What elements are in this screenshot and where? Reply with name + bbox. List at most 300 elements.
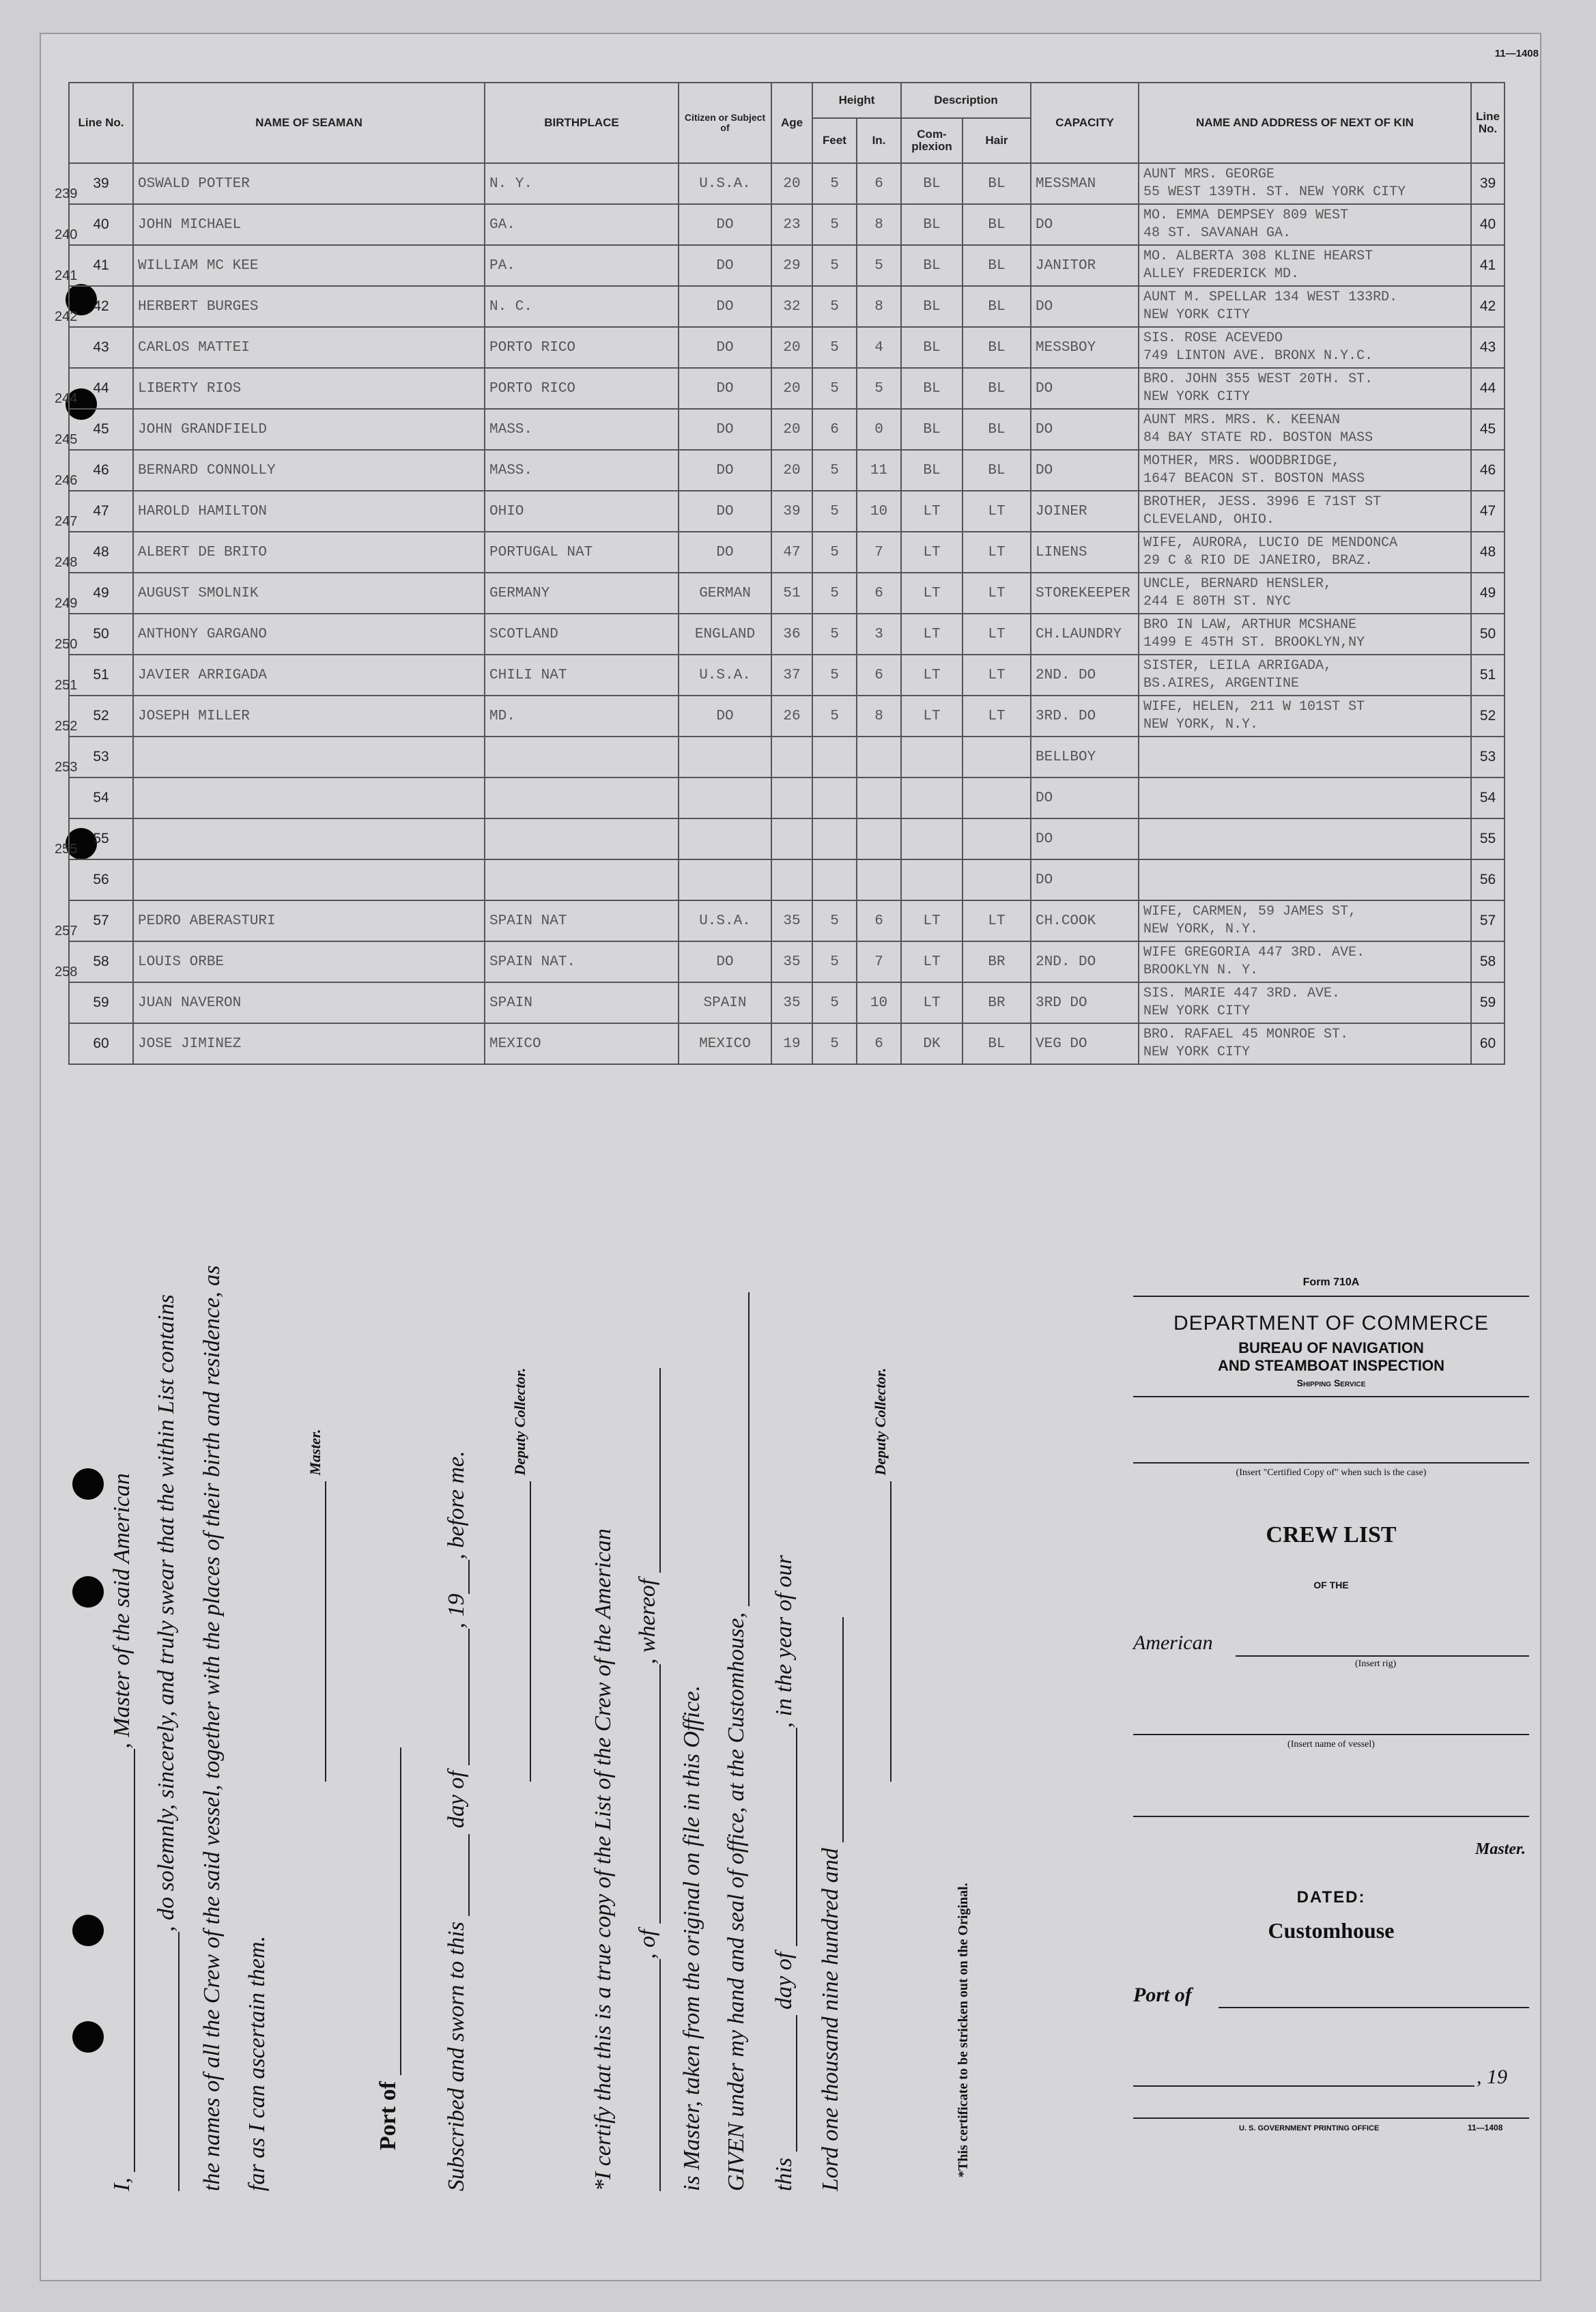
seaman-name-cell [133,818,485,859]
table-row [69,777,1505,818]
next-of-kin-line: WIFE, CARMEN, 59 JAMES ST, [1143,904,1357,919]
birthplace-cell: PORTO RICO [485,368,679,409]
height-feet-cell: 5 [812,491,857,532]
master-signature-blank[interactable] [325,1481,326,1782]
line-no-right-cell: 57 [1471,900,1505,941]
seaman-name-cell: HAROLD HAMILTON [133,491,485,532]
citizen-cell [679,737,771,777]
seaman-name-cell: OSWALD POTTER [133,163,485,204]
height-feet-cell: 5 [812,327,857,368]
line-number: 50 [93,626,109,642]
height-header: Height [812,83,901,118]
complexion-cell: BL [901,450,963,491]
age-cell: 37 [771,655,812,696]
age-cell: 20 [771,327,812,368]
height-inches-cell: 0 [857,409,901,450]
line-no-right-cell: 54 [1471,777,1505,818]
birthplace-cell: N. C. [485,286,679,327]
hair-cell [963,859,1031,900]
height-feet-cell: 5 [812,941,857,982]
line-number: 51 [93,667,109,683]
capacity-cell: CH.COOK [1031,900,1139,941]
cert-port-blank[interactable] [659,1664,661,1924]
of-the: OF THE [1313,1580,1349,1590]
age-cell: 35 [771,982,812,1023]
oath-master-of: , Master of the said American [109,1473,134,1749]
subscribed-d: , before me. [444,1451,469,1560]
capacity-cell: 2ND. DO [1031,941,1139,982]
binder-hole [72,2021,104,2053]
table-row [69,327,1505,368]
this-day-blank[interactable] [796,2015,797,2152]
line-number: 58 [93,954,109,969]
next-of-kin-cell [1139,532,1471,573]
height-inches-cell: 8 [857,286,901,327]
table-row [69,900,1505,941]
line-no-right-cell: 46 [1471,450,1505,491]
seaman-name-cell [133,737,485,777]
height-feet-cell: 5 [812,900,857,941]
next-of-kin-cell [1139,696,1471,737]
next-of-kin-line: MO. ALBERTA 308 KLINE HEARST [1143,248,1373,264]
line-no-cell [55,818,133,859]
next-of-kin-line: CLEVELAND, OHIO. [1143,512,1275,528]
height-inches-cell: 8 [857,204,901,245]
capacity-cell: DO [1031,818,1139,859]
next-of-kin-line: NEW YORK CITY [1143,1003,1251,1019]
table-row [69,696,1505,737]
hair-cell: BL [963,245,1031,286]
line-number: 52 [93,708,109,724]
height-inches-cell: 5 [857,368,901,409]
handwritten-sequence-number: 245 [55,432,78,447]
birthplace-cell: PORTO RICO [485,327,679,368]
seaman-name-cell: LIBERTY RIOS [133,368,485,409]
citizen-header: Citizen or Subject of [679,83,771,163]
birthplace-cell: MASS. [485,450,679,491]
birthplace-cell [485,859,679,900]
line-number: 48 [93,544,109,560]
handwritten-sequence-number: 250 [55,637,78,652]
hair-cell: BL [963,409,1031,450]
cert-vessel-blank[interactable] [659,1959,661,2191]
hair-cell: BL [963,163,1031,204]
deputy-collector-label-2: Deputy Collector. [872,1367,889,1476]
master-name-blank[interactable] [1133,1816,1529,1817]
height-inches-cell: 7 [857,941,901,982]
next-of-kin-line: 749 LINTON AVE. BRONX N.Y.C. [1143,348,1373,364]
lord-year-blank[interactable] [842,1617,844,1842]
citizen-cell: MEXICO [679,1023,771,1064]
line-no-right-cell: 48 [1471,532,1505,573]
capacity-cell: BELLBOY [1031,737,1139,777]
sub-year-blank[interactable] [468,1560,470,1594]
height-feet-cell: 5 [812,655,857,696]
port-blank[interactable] [400,1747,401,2075]
dated-label: DATED: [1296,1888,1366,1907]
height-feet-cell: 5 [812,286,857,327]
height-inches-cell: 6 [857,900,901,941]
line-no-right-cell: 59 [1471,982,1505,1023]
complexion-cell: LT [901,941,963,982]
deputy-signature-blank-1[interactable] [530,1481,531,1782]
line-no-cell [69,859,133,900]
crew-table [55,82,1505,1065]
binder-hole [72,1915,104,1946]
height-inches-cell: 6 [857,573,901,614]
next-of-kin-cell [1139,450,1471,491]
vessel-name-blank[interactable] [1133,1734,1529,1735]
table-row [69,532,1505,573]
sub-month-blank[interactable] [468,1629,470,1765]
height-feet-cell: 5 [812,204,857,245]
form-year-label: , 19 [1477,2066,1507,2088]
line-no-cell [69,777,133,818]
seaman-name-cell: CARLOS MATTEI [133,327,485,368]
line-number: 47 [93,503,109,519]
next-of-kin-line: 84 BAY STATE RD. BOSTON MASS [1143,430,1373,446]
complexion-cell: LT [901,614,963,655]
citizen-cell: DO [679,204,771,245]
seaman-name-cell: HERBERT BURGES [133,286,485,327]
hair-cell: LT [963,573,1031,614]
table-row [69,655,1505,696]
handwritten-sequence-number: 244 [55,391,78,406]
birthplace-cell: GERMANY [485,573,679,614]
form-port-blank[interactable] [1219,2007,1529,2008]
line-number: 46 [93,462,109,478]
complexion-cell: LT [901,900,963,941]
height-inches-cell: 8 [857,696,901,737]
form-master-label: Master. [1474,1840,1526,1858]
citizen-cell [679,777,771,818]
seaman-name-blank[interactable] [134,1749,135,2172]
next-of-kin-line: NEW YORK CITY [1143,1044,1251,1060]
age-cell: 20 [771,450,812,491]
citizen-cell: DO [679,327,771,368]
seaman-name-cell: ALBERT DE BRITO [133,532,485,573]
seaman-name-cell [133,777,485,818]
line-no-cell [55,737,133,777]
hair-cell [963,818,1031,859]
this-a: this [771,2157,797,2191]
next-of-kin-line: SIS. ROSE ACEVEDO [1143,330,1283,346]
this-month-blank[interactable] [796,1728,797,1946]
age-cell [771,859,812,900]
handwritten-sequence-number: 242 [55,309,78,324]
birthplace-header: BIRTHPLACE [485,83,679,163]
table-row [69,737,1505,777]
next-of-kin-line: NEW YORK, N.Y. [1143,717,1259,732]
seaman-name-cell: JOHN MICHAEL [133,204,485,245]
handwritten-sequence-number: 258 [55,965,78,980]
next-of-kin-line: 244 E 80TH ST. NYC [1143,594,1292,610]
seaman-name-cell: LOUIS ORBE [133,941,485,982]
capacity-header: CAPACITY [1031,83,1139,163]
capacity-cell: DO [1031,450,1139,491]
citizen-cell [679,818,771,859]
line-no-cell [69,327,133,368]
height-inches-cell [857,818,901,859]
line-number: 55 [93,831,109,846]
age-cell [771,737,812,777]
subscribed-c: , 19 [444,1593,469,1629]
next-of-kin-line: UNCLE, BERNARD HENSLER, [1143,576,1333,592]
citizen-cell: DO [679,941,771,982]
this-b: day of [771,1952,797,2010]
citizen-cell: GERMAN [679,573,771,614]
next-of-kin-line: ALLEY FREDERICK MD. [1143,266,1300,282]
next-of-kin-cell [1139,491,1471,532]
master-label: Master. [307,1429,324,1476]
birthplace-cell [485,777,679,818]
height-feet-cell: 5 [812,1023,857,1064]
next-of-kin-line: BRO. JOHN 355 WEST 20TH. ST. [1143,371,1373,387]
line-no-header: Line No. [69,83,133,163]
citizen-cell: DO [679,368,771,409]
capacity-cell: MESSBOY [1031,327,1139,368]
handwritten-sequence-number: 252 [55,719,78,734]
line-number: 39 [93,175,109,191]
certify-whereof: , whereof [635,1578,660,1665]
citizen-cell: DO [679,245,771,286]
handwritten-sequence-number: 240 [55,227,78,242]
citizen-cell: U.S.A. [679,163,771,204]
port-of-label: Port of [375,2081,401,2150]
line-number: 43 [93,339,109,355]
deputy-signature-blank-2[interactable] [890,1481,892,1782]
next-of-kin-cell [1139,900,1471,941]
hair-cell: BL [963,450,1031,491]
line-no-cell [55,204,133,245]
height-inches-cell: 7 [857,532,901,573]
handwritten-sequence-number: 257 [55,924,78,939]
capacity-cell: 2ND. DO [1031,655,1139,696]
hair-cell: LT [963,696,1031,737]
capacity-cell: MESSMAN [1031,163,1139,204]
handwritten-sequence-number: 248 [55,555,78,570]
line-no-right-cell: 45 [1471,409,1505,450]
name-header: NAME OF SEAMAN [133,83,485,163]
next-of-kin-cell [1139,818,1471,859]
table-row [69,450,1505,491]
age-cell: 20 [771,163,812,204]
seaman-name-cell: AUGUST SMOLNIK [133,573,485,614]
next-of-kin-line: BRO IN LAW, ARTHUR MCSHANE [1143,617,1357,633]
height-inches-cell: 3 [857,614,901,655]
line-no-right-cell: 47 [1471,491,1505,532]
citizen-cell: DO [679,696,771,737]
this-c: , in the year of our [771,1555,797,1728]
next-of-kin-cell [1139,327,1471,368]
seaman-name-cell [133,859,485,900]
table-row [69,982,1505,1023]
handwritten-sequence-number: 253 [55,760,78,775]
birthplace-cell: SPAIN NAT [485,900,679,941]
age-cell: 47 [771,532,812,573]
age-cell [771,777,812,818]
subscribed-b: day of [444,1771,469,1829]
line-no-cell [55,368,133,409]
line-number: 44 [93,380,109,396]
line-number: 60 [93,1036,109,1051]
handwritten-sequence-number: 249 [55,596,78,611]
next-of-kin-line: NEW YORK CITY [1143,307,1251,323]
next-of-kin-cell [1139,655,1471,696]
complexion-cell: DK [901,1023,963,1064]
table-row [69,1023,1505,1064]
birthplace-cell: GA. [485,204,679,245]
line-no-cell [55,614,133,655]
age-cell: 19 [771,1023,812,1064]
height-inches-cell: 11 [857,450,901,491]
line-no-cell [55,450,133,491]
age-cell: 29 [771,245,812,286]
height-feet-cell [812,818,857,859]
capacity-cell: DO [1031,859,1139,900]
seaman-name-cell: JAVIER ARRIGADA [133,655,485,696]
age-cell [771,818,812,859]
complexion-cell: LT [901,655,963,696]
next-of-kin-line: BRO. RAFAEL 45 MONROE ST. [1143,1027,1349,1042]
description-header: Description [901,83,1031,118]
capacity-cell: 3RD DO [1031,982,1139,1023]
line-no-cell [55,491,133,532]
seaman-name-cell: WILLIAM MC KEE [133,245,485,286]
birthplace-cell: CHILI NAT [485,655,679,696]
rig-blank[interactable] [1236,1655,1529,1657]
hair-header: Hair [963,118,1031,163]
age-cell: 35 [771,941,812,982]
height-feet-cell: 5 [812,163,857,204]
complexion-cell: LT [901,696,963,737]
certified-copy-blank[interactable] [1133,1462,1529,1464]
hair-cell: LT [963,614,1031,655]
complexion-header: Com-plexion [901,118,963,163]
citizen-cell [679,859,771,900]
shipping-service: Shipping Service [1296,1378,1366,1388]
line-number: 56 [93,872,109,887]
cert-master-blank[interactable] [659,1368,661,1573]
hair-cell: BL [963,368,1031,409]
next-of-kin-cell [1139,859,1471,900]
height-inches-cell [857,859,901,900]
seaman-name-cell: JOSE JIMINEZ [133,1023,485,1064]
line-no-right-cell: 39 [1471,163,1505,204]
line-no-cell [55,409,133,450]
table-row [69,163,1505,204]
table-row [69,245,1505,286]
line-no-right-cell: 53 [1471,737,1505,777]
hair-cell: LT [963,655,1031,696]
complexion-cell: BL [901,286,963,327]
citizen-cell: DO [679,286,771,327]
table-row [69,941,1505,982]
next-of-kin-cell [1139,286,1471,327]
birthplace-cell: PORTUGAL NAT [485,532,679,573]
handwritten-sequence-number: 246 [55,473,78,488]
next-of-kin-line: MOTHER, MRS. WOODBRIDGE, [1143,453,1341,469]
department: DEPARTMENT OF COMMERCE [1173,1312,1490,1335]
lord-line: Lord one thousand nine hundred and [818,1848,843,2191]
table-row [69,368,1505,409]
height-inches-cell: 4 [857,327,901,368]
height-inches-cell: 6 [857,163,901,204]
table-row [69,491,1505,532]
line-no-cell [69,1023,133,1064]
form-date-blank[interactable] [1133,2085,1474,2087]
complexion-cell [901,859,963,900]
next-of-kin-cell [1139,737,1471,777]
complexion-cell [901,777,963,818]
line-no-right-cell: 44 [1471,368,1505,409]
birthplace-cell: MEXICO [485,1023,679,1064]
capacity-cell: DO [1031,777,1139,818]
citizen-cell: DO [679,409,771,450]
customhouse-blank[interactable] [748,1292,750,1606]
complexion-cell: BL [901,327,963,368]
complexion-cell: LT [901,491,963,532]
height-inches-cell [857,737,901,777]
sub-day-blank[interactable] [468,1834,470,1916]
age-cell: 20 [771,368,812,409]
line-no-cell [55,532,133,573]
next-of-kin-cell [1139,368,1471,409]
next-of-kin-line: 1647 BEACON ST. BOSTON MASS [1143,471,1365,487]
height-feet-cell [812,859,857,900]
next-of-kin-line: 29 C & RIO DE JANEIRO, BRAZ. [1143,553,1373,569]
table-row [69,286,1505,327]
page-code: 11—1408 [1494,48,1539,59]
line-no-cell [55,286,133,327]
form-number: Form 710A [1302,1276,1360,1288]
next-of-kin-line: NEW YORK, N.Y. [1143,922,1259,937]
line-no-cell [55,941,133,982]
capacity-cell: DO [1031,286,1139,327]
deputy-collector-label-1: Deputy Collector. [511,1367,528,1476]
next-of-kin-cell [1139,941,1471,982]
line-no-right-cell: 41 [1471,245,1505,286]
subscribed-a: Subscribed and sworn to this [444,1922,469,2191]
next-of-kin-cell [1139,245,1471,286]
line-no-right-cell: 50 [1471,614,1505,655]
certify-line-1: *I certify that this is a true copy of the List of the Crew of the American [590,1528,616,2191]
complexion-cell: BL [901,409,963,450]
inches-header: In. [857,118,901,163]
height-feet-cell: 5 [812,614,857,655]
line-number: 57 [93,913,109,928]
footnote: *This certificate to be stricken out on the Original. [956,1883,971,2178]
capacity-cell: LINENS [1031,532,1139,573]
certify-of: , of [635,1929,660,1959]
next-of-kin-line: 55 WEST 139TH. ST. NEW YORK CITY [1143,184,1406,200]
height-inches-cell: 5 [857,245,901,286]
age-cell: 23 [771,204,812,245]
seaman-name-cell: JUAN NAVERON [133,982,485,1023]
next-of-kin-line: WIFE, HELEN, 211 W 101ST ST [1143,699,1365,715]
hair-cell: LT [963,532,1031,573]
height-feet-cell: 5 [812,982,857,1023]
height-inches-cell [857,777,901,818]
table-row [69,614,1505,655]
line-no-cell [55,900,133,941]
next-of-kin-cell [1139,204,1471,245]
next-of-kin-line: WIFE GREGORIA 447 3RD. AVE. [1143,945,1365,960]
birthplace-cell: MD. [485,696,679,737]
oath-blank[interactable] [178,1932,180,2191]
seaman-name-cell: JOSEPH MILLER [133,696,485,737]
citizen-cell: U.S.A. [679,655,771,696]
